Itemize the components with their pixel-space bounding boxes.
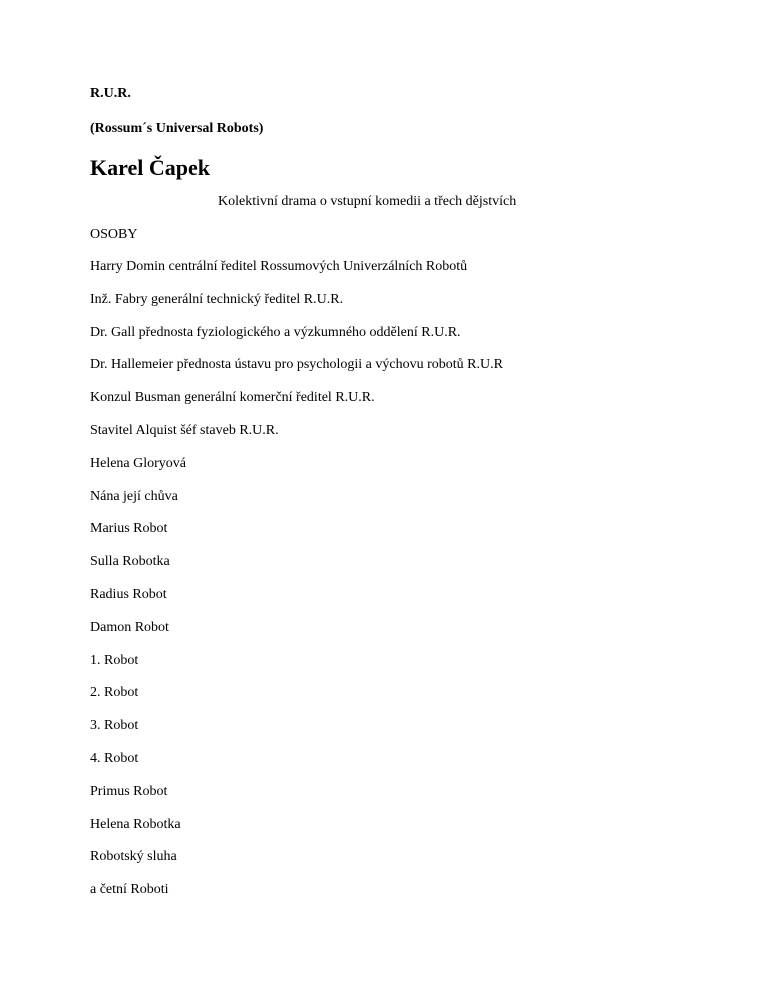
character-item: Primus Robot — [90, 783, 168, 799]
character-item: Marius Robot — [90, 521, 168, 537]
character-item: Konzul Busman generální komerční ředitel R.U.R. — [90, 390, 375, 406]
character-item: Inž. Fabry generální technický ředitel R.U.R. — [90, 291, 344, 307]
author-name: Karel Čapek — [90, 155, 210, 180]
cast-heading: OSOBY — [90, 227, 138, 242]
character-item: Sulla Robotka — [90, 554, 170, 570]
character-item: Damon Robot — [90, 619, 169, 635]
play-subtitle: Kolektivní drama o vstupní komedii a třech dějstvích — [218, 194, 517, 209]
character-item: 3. Robot — [90, 718, 139, 734]
character-item: Harry Domin centrální ředitel Rossumových Univerzálních Robotů — [90, 259, 468, 274]
character-item: a četní Roboti — [90, 882, 169, 898]
character-item: Helena Gloryová — [90, 455, 187, 471]
character-list — [90, 259, 503, 915]
character-item: Helena Robotka — [90, 816, 181, 832]
character-item: Robotský sluha — [90, 849, 177, 865]
character-item: Stavitel Alquist šéf staveb R.U.R. — [90, 422, 279, 438]
character-item: Dr. Gall přednosta fyziologického a výzkumného oddělení R.U.R. — [90, 324, 461, 340]
character-item: 1. Robot — [90, 652, 139, 668]
play-full-title: (Rossum´s Universal Robots) — [90, 121, 264, 136]
character-item: Nána její chůva — [90, 488, 178, 504]
character-item: Radius Robot — [90, 586, 167, 602]
character-item: Dr. Hallemeier přednosta ústavu pro psychologii a výchovu robotů R.U.R — [90, 357, 503, 373]
character-item: 2. Robot — [90, 685, 139, 701]
character-item: 4. Robot — [90, 750, 139, 766]
play-title: R.U.R. — [90, 86, 131, 101]
